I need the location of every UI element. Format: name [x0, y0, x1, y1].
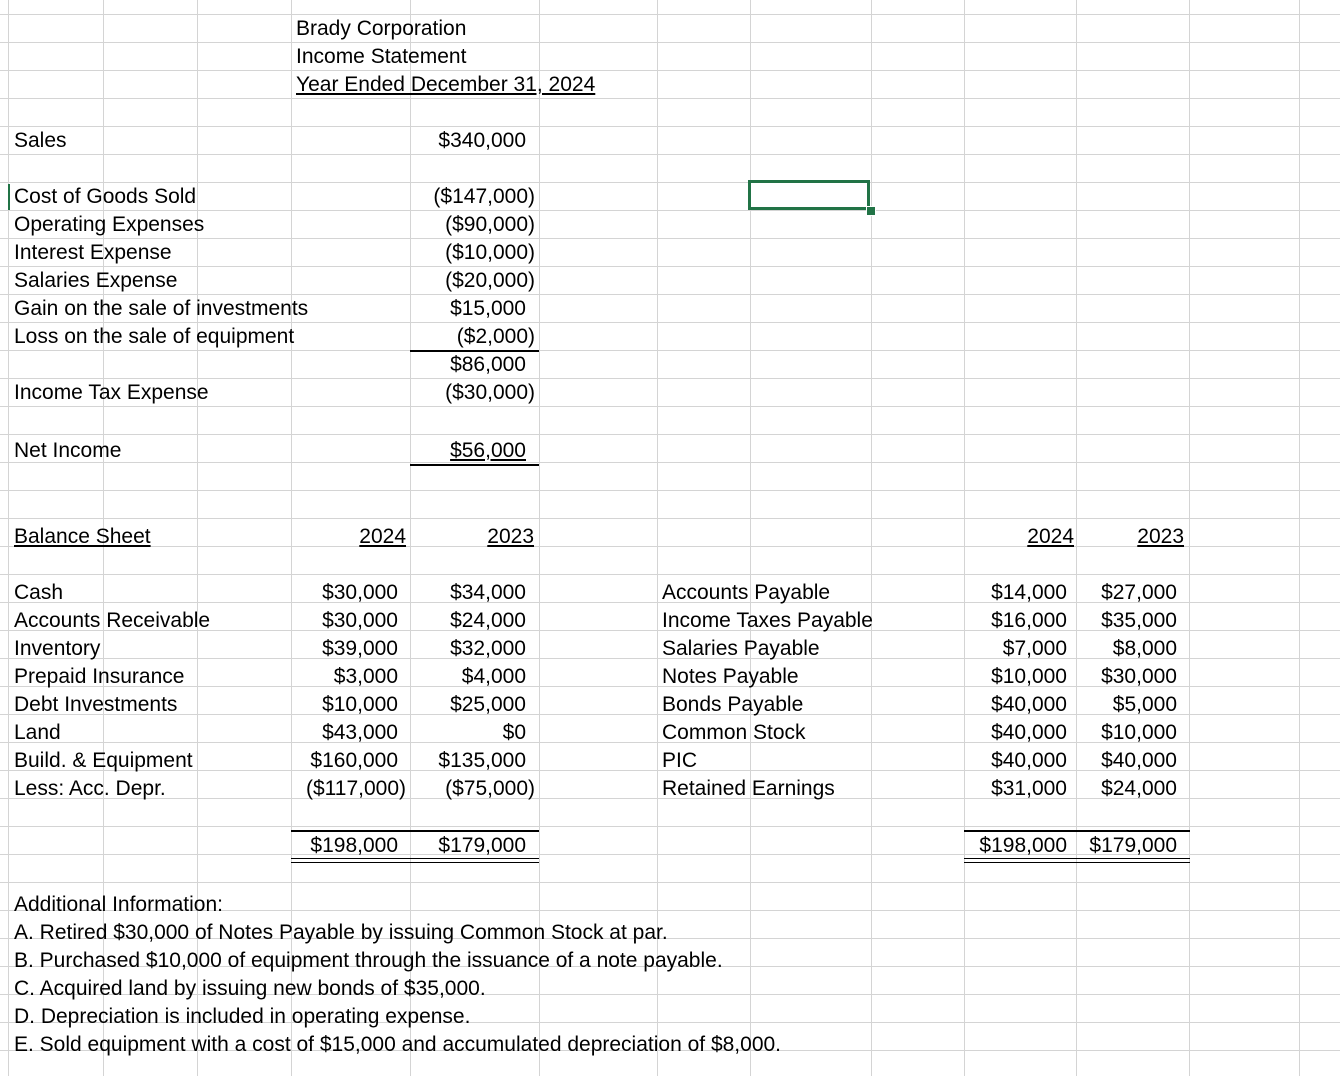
income-item-label: Cost of Goods Sold: [14, 185, 197, 208]
additional-note: B. Purchased $10,000 of equipment through the issuance of a note payable.: [14, 949, 723, 972]
asset-label: Cash: [14, 581, 64, 604]
liability-value-2024: $40,000: [991, 693, 1067, 716]
liab-total-2024: $198,000: [979, 834, 1067, 857]
liab-total-double-rule: [964, 858, 1190, 863]
additional-note: D. Depreciation is included in operating expense.: [14, 1005, 471, 1028]
net-income-rule: [410, 464, 539, 466]
income-item-label: Operating Expenses: [14, 213, 205, 236]
row-indicator: [8, 184, 10, 210]
fill-handle[interactable]: [866, 206, 876, 216]
income-item-label: Salaries Expense: [14, 269, 178, 292]
asset-label: Land: [14, 721, 61, 744]
asset-value-2023: $4,000: [461, 665, 526, 688]
liab-total-2023: $179,000: [1089, 834, 1177, 857]
asset-value-2023: $25,000: [450, 693, 526, 716]
income-item-value: ($2,000): [456, 325, 535, 348]
asset-total-2024: $198,000: [310, 834, 398, 857]
income-item-value: ($10,000): [445, 241, 535, 264]
asset-value-2023: $24,000: [450, 609, 526, 632]
asset-value-2024: ($117,000): [305, 777, 406, 800]
net-income-value: $56,000: [450, 439, 526, 462]
asset-label: Accounts Receivable: [14, 609, 211, 632]
asset-label: Debt Investments: [14, 693, 178, 716]
liabilities-year-2023: 2023: [1137, 525, 1184, 548]
assets-year-2023: 2023: [487, 525, 534, 548]
tax-label: Income Tax Expense: [14, 381, 209, 404]
selected-cell[interactable]: [748, 180, 870, 210]
asset-value-2024: $3,000: [333, 665, 398, 688]
income-item-value: ($90,000): [445, 213, 535, 236]
liab-total-rule: [964, 830, 1190, 832]
subtotal-value: $86,000: [450, 353, 526, 376]
balance-sheet-heading: Balance Sheet: [14, 525, 151, 548]
income-item-label: Gain on the sale of investments: [14, 297, 309, 320]
asset-value-2023: $32,000: [450, 637, 526, 660]
liability-value-2023: $10,000: [1101, 721, 1177, 744]
asset-total-double-rule: [291, 858, 539, 863]
additional-note: A. Retired $30,000 of Notes Payable by issuing Common Stock at par.: [14, 921, 668, 944]
liability-value-2024: $7,000: [1002, 637, 1067, 660]
sales-label: Sales: [14, 129, 67, 152]
liability-label: Bonds Payable: [662, 693, 804, 716]
sales-value: $340,000: [438, 129, 526, 152]
liability-value-2024: $16,000: [991, 609, 1067, 632]
income-item-value: ($20,000): [445, 269, 535, 292]
asset-value-2023: $0: [502, 721, 526, 744]
asset-value-2024: $30,000: [322, 581, 398, 604]
liability-label: Accounts Payable: [662, 581, 831, 604]
company-name: Brady Corporation: [296, 17, 467, 40]
liability-label: Salaries Payable: [662, 637, 820, 660]
asset-value-2023: $135,000: [438, 749, 526, 772]
net-income-label: Net Income: [14, 439, 122, 462]
liability-value-2024: $14,000: [991, 581, 1067, 604]
income-item-label: Interest Expense: [14, 241, 172, 264]
asset-label: Less: Acc. Depr.: [14, 777, 166, 800]
assets-year-2024: 2024: [359, 525, 406, 548]
liability-value-2023: $35,000: [1101, 609, 1177, 632]
additional-note: C. Acquired land by issuing new bonds of $35,000.: [14, 977, 486, 1000]
asset-label: Prepaid Insurance: [14, 665, 185, 688]
asset-value-2024: $39,000: [322, 637, 398, 660]
asset-label: Build. & Equipment: [14, 749, 193, 772]
liability-value-2023: $30,000: [1101, 665, 1177, 688]
asset-value-2023: $34,000: [450, 581, 526, 604]
liability-label: Notes Payable: [662, 665, 799, 688]
subtotal-rule: [410, 350, 539, 352]
asset-value-2024: $160,000: [310, 749, 398, 772]
asset-total-2023: $179,000: [438, 834, 526, 857]
additional-info-heading: Additional Information:: [14, 893, 223, 916]
statement-title: Income Statement: [296, 45, 467, 68]
asset-value-2023: ($75,000): [445, 777, 535, 800]
liability-value-2023: $8,000: [1112, 637, 1177, 660]
asset-value-2024: $30,000: [322, 609, 398, 632]
additional-note: E. Sold equipment with a cost of $15,000 and accumulated depreciation of $8,000.: [14, 1033, 782, 1056]
income-item-value: $15,000: [450, 297, 526, 320]
liabilities-year-2024: 2024: [1027, 525, 1074, 548]
liability-label: Retained Earnings: [662, 777, 835, 800]
liability-value-2023: $24,000: [1101, 777, 1177, 800]
liability-value-2023: $5,000: [1112, 693, 1177, 716]
income-item-label: Loss on the sale of equipment: [14, 325, 295, 348]
asset-label: Inventory: [14, 637, 101, 660]
liability-value-2024: $40,000: [991, 721, 1067, 744]
liability-label: PIC: [662, 749, 698, 772]
liability-label: Income Taxes Payable: [662, 609, 873, 632]
asset-value-2024: $10,000: [322, 693, 398, 716]
statement-period: Year Ended December 31, 2024: [296, 73, 596, 96]
asset-total-rule: [291, 830, 539, 832]
asset-value-2024: $43,000: [322, 721, 398, 744]
income-item-value: ($147,000): [433, 185, 535, 208]
liability-value-2023: $27,000: [1101, 581, 1177, 604]
liability-label: Common Stock: [662, 721, 806, 744]
liability-value-2024: $40,000: [991, 749, 1067, 772]
liability-value-2024: $10,000: [991, 665, 1067, 688]
liability-value-2023: $40,000: [1101, 749, 1177, 772]
liability-value-2024: $31,000: [991, 777, 1067, 800]
tax-value: ($30,000): [445, 381, 535, 404]
